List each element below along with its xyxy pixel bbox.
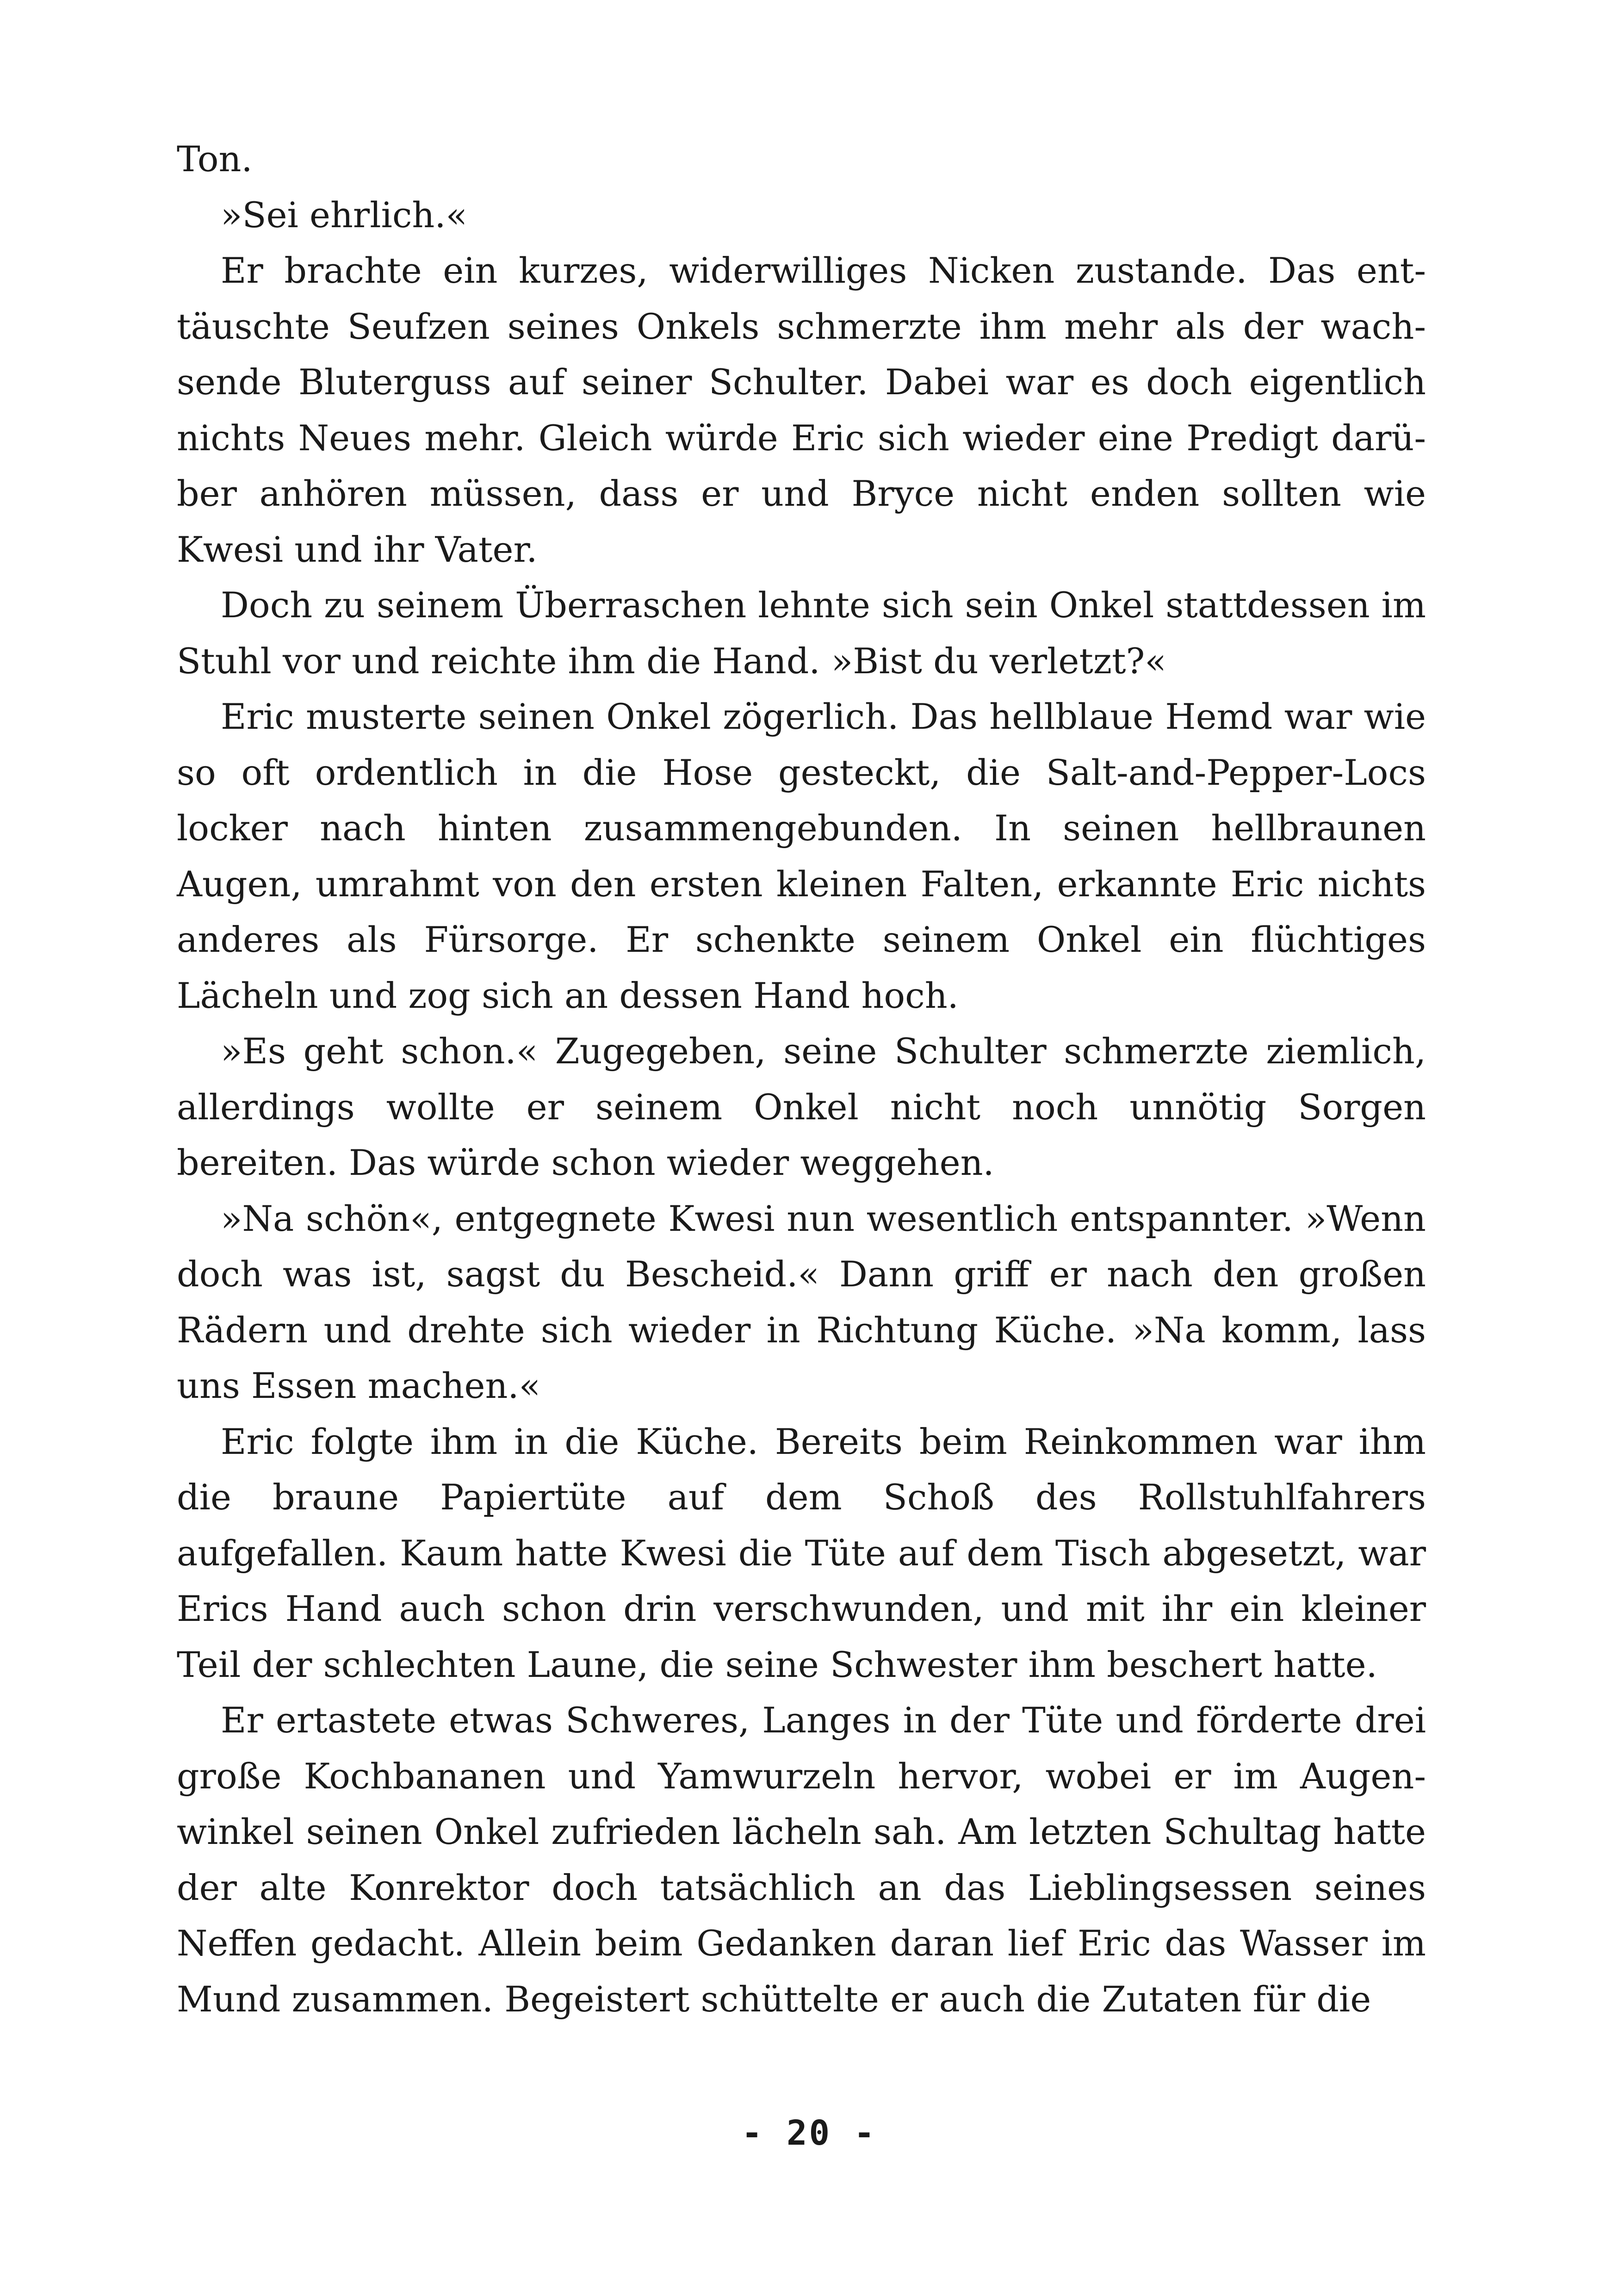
paragraph-4: Doch zu seinem Überraschen lehnte sich sein Onkel stattdessen im Stuhl vor und reichte ihm die Hand. »Bist du verletzt?«: [177, 584, 1426, 682]
paragraph-2: »Sei ehrlich.«: [221, 194, 468, 236]
paragraph-8: Eric folgte ihm in die Küche. Bereits beim Reinkommen war ihm die braune Papiertüte auf dem Schoß des Rollstuhlfahrers aufgefallen. Kaum hatte Kwesi die Tüte auf dem Tisch abgesetzt, war Erics Hand auch schon drin verschwunden, und mit ihr ein kleiner Teil der schlechten Laune, die seine Schwester ihm beschert hatte.: [177, 1421, 1426, 1685]
paragraph-9: Er ertastete etwas Schweres, Langes in der Tüte und förderte drei große Kochbananen und Yamwurzeln hervor, wobei er im Augenwinkel seinen Onkel zufrieden lächeln sah. Am letzten Schultag hatte der alte Konrektor doch tatsächlich an das Lieblingsessen seines Neffen gedacht. Allein beim Gedanken daran lief Eric das Wasser im Mund zusammen. Begeistert schüttelte er auch die Zutaten für die: [177, 1700, 1426, 2020]
paragraph-7: »Na schön«, entgegnete Kwesi nun wesentlich entspannter. »Wenn doch was ist, sagst du Bescheid.« Dann griff er nach den großen Rädern und drehte sich wieder in Richtung Küche. »Na komm, lass uns Essen machen.«: [177, 1198, 1426, 1406]
page-number: - 20 -: [741, 2113, 877, 2153]
body-text: [177, 131, 1426, 2027]
paragraph-5: Eric musterte seinen Onkel zögerlich. Das hellblaue Hemd war wie so oft ordentlich in die Hose gesteckt, die Salt-and-Pepper-Locs locker nach hinten zusammengebunden. In seinen hellbraunen Augen, umrahmt von den ersten kleinen Falten, erkannte Eric nichts anderes als Fürsorge. Er schenkte seinem Onkel ein flüchtiges Lächeln und zog sich an dessen Hand hoch.: [177, 696, 1426, 1016]
paragraph-1: Ton.: [177, 138, 253, 180]
paragraph-3: Er brachte ein kurzes, widerwilliges Nicken zustande. Das enttäuschte Seufzen seines Onkels schmerzte ihm mehr als der wachsende Bluterguss auf seiner Schulter. Dabei war es doch eigentlich nichts Neues mehr. Gleich würde Eric sich wieder eine Predigt darüber anhören müssen, dass er und Bryce nicht enden sollten wie Kwesi und ihr Vater.: [177, 250, 1426, 570]
paragraph-6: »Es geht schon.« Zugegeben, seine Schulter schmerzte ziemlich, allerdings wollte er seinem Onkel nicht noch unnötig Sorgen bereiten. Das würde schon wieder weggehen.: [177, 1030, 1426, 1183]
